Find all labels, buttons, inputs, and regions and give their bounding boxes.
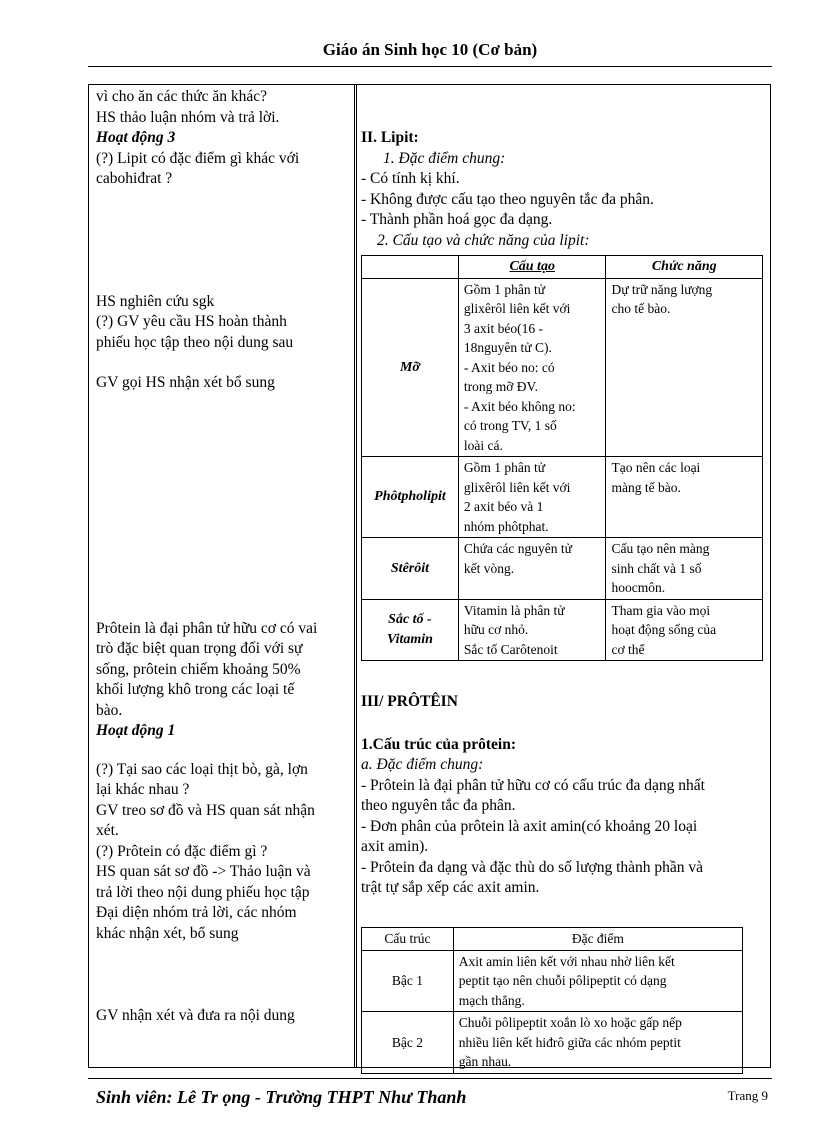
protein-point: - Đơn phân của prôtein là axit amin(có khoảng 20 loại [361, 817, 698, 835]
left-block5-line: trò đặc biệt quan trọng đối với sự [96, 640, 303, 657]
cell-line: sinh chất và 1 số [611, 560, 702, 576]
protein-heading: III/ PRÔTÊIN [361, 693, 458, 710]
cell-line: Chuỗi pôlipeptit xoắn lò xo hoặc gấp nếp [458, 1015, 682, 1030]
cell-line: 2 axit béo và 1 [463, 499, 544, 514]
protein-point: trật tự sắp xếp các axit amin. [361, 879, 540, 896]
left-block5-line: Prôtein là đại phân tử hữu cơ có vai [96, 619, 318, 637]
lipit-subheading-1: 1. Đặc điểm chung: [383, 149, 506, 167]
cell-line: Tham gia vào mọi [611, 602, 711, 618]
left-block6-line: GV treo sơ đồ và HS quan sát nhận [96, 801, 315, 819]
cell-line: Chứa các nguyên tử [463, 541, 572, 556]
lipit-structure [458, 599, 606, 661]
left-block3-line: HS nghiên cứu sgk [96, 292, 215, 310]
lipit-structure [458, 457, 606, 538]
protein-section [361, 692, 766, 899]
cell-line: hữu cơ nhỏ. [463, 622, 529, 637]
cell-line: nhóm phôtphat. [463, 518, 549, 534]
lipit-type: Stêrôit [362, 538, 459, 600]
protein-subheading: 1.Cấu trúc của prôtein: [361, 735, 516, 753]
cell-line: cho tế bào. [611, 301, 671, 316]
left-block6-line: (?) Tại sao các loại thịt bò, gà, lợn [96, 760, 308, 778]
left-block2-line: (?) Lipit có đặc điểm gì khác với [96, 149, 300, 167]
page-number: Trang 9 [727, 1088, 768, 1103]
left-block5-line: bào. [96, 701, 123, 719]
cell-line: Gồm 1 phân tử [463, 281, 546, 297]
table-header-cell: Đặc điểm [453, 928, 742, 951]
left-block6-line: khác nhận xét, bổ sung [96, 924, 239, 942]
lipit-point: - Có tính kị khí. [361, 170, 460, 187]
table-header-row [362, 928, 743, 951]
left-block7-line: GV nhận xét và đưa ra nội dung [96, 1007, 295, 1024]
cell-line: hoocmôn. [611, 580, 666, 595]
lipit-point: - Thành phần hoá gọc đa dạng. [361, 211, 553, 228]
lipit-structure [458, 278, 606, 457]
cell-line: mạch thẳng. [458, 992, 525, 1008]
cell-line: Dự trữ năng lượng [611, 281, 713, 297]
protein-subheading-a: a. Đặc điểm chung: [361, 756, 484, 773]
left-block6-line: lại khác nhau ? [96, 781, 190, 798]
lipit-function [606, 599, 763, 661]
table-row [362, 457, 763, 538]
table-row [362, 1012, 743, 1074]
right-column [361, 87, 766, 251]
left-block6-line: (?) Prôtein có đặc điểm gì ? [96, 842, 268, 860]
left-block1-line: HS thảo luận nhóm và trả lời. [96, 108, 280, 126]
lipit-type: Phôtpholipit [362, 457, 459, 538]
lipit-type: Sắc tố - Vitamin [362, 599, 459, 661]
cell-line: peptit tạo nên chuỗi pôlipeptit có dạng [458, 973, 667, 988]
protein-point: axit amin). [361, 838, 429, 855]
cell-line: gần nhau. [458, 1054, 512, 1069]
table-header-row [362, 256, 763, 279]
footer-author: Sinh viên: Lê Tr ọng - Trường THPT Như Thanh [96, 1087, 467, 1107]
cell-line: Axit amin liên kết với nhau nhờ liên kết [458, 953, 675, 969]
cell-line: màng tế bào. [611, 479, 681, 495]
cell-line: Sắc tố Carôtenoit [463, 641, 558, 657]
cell-line: Tạo nên các loại [611, 460, 701, 475]
left-block6-line: Đại diện nhóm trả lời, các nhóm [96, 904, 297, 921]
footer-rule [88, 1078, 772, 1079]
structure-level: Bậc 1 [362, 950, 454, 1012]
page-header-title: Giáo án Sinh học 10 (Cơ bản) [322, 40, 538, 59]
structure-feature [453, 1012, 742, 1074]
lipit-function [606, 538, 763, 600]
cell-line: có trong TV, 1 số [463, 418, 557, 433]
left-block3-line: phiếu học tập theo nội dung sau [96, 333, 294, 351]
cell-line: Cấu tạo nên màng [611, 541, 710, 556]
left-block5-line: khối lượng khô trong các loại tế [96, 681, 295, 698]
cell-line: nhiều liên kết hiđrô giữa các nhóm peptit [458, 1034, 681, 1050]
cell-line: Vitamin là phân tử [463, 602, 565, 618]
cell-line: glixêrôl liên kết với [463, 479, 571, 495]
table-row [362, 278, 763, 457]
activity3-title: Hoạt động 3 [96, 129, 176, 146]
cell-line: cơ thể [611, 641, 645, 657]
protein-structure-table [361, 927, 743, 1074]
activity1-title: Hoạt động 1 [96, 722, 176, 739]
left-block5-line: sống, prôtein chiếm khoảng 50% [96, 660, 301, 678]
cell-line: - Axit béo no: có [463, 359, 555, 375]
cell-line: hoạt động sống của [611, 622, 717, 637]
left-column [96, 87, 346, 1027]
cell-line: - Axit béo không no: [463, 398, 576, 414]
table-header-cell [362, 256, 459, 279]
lipit-table [361, 255, 763, 661]
cell-line: Gồm 1 phân tử [463, 460, 546, 475]
protein-point: - Prôtein đa dạng và đặc thù do số lượng thành phần và [361, 858, 704, 876]
protein-point: theo nguyên tắc đa phân. [361, 797, 516, 814]
lipit-function [606, 278, 763, 457]
cell-line: loài cá. [463, 437, 503, 453]
left-block4-line: GV gọi HS nhận xét bổ sung [96, 374, 275, 391]
cell-line: kết vòng. [463, 560, 515, 576]
lipit-subheading-2: 2. Cấu tạo và chức năng của lipit: [377, 231, 590, 249]
lipit-type: Mỡ [362, 278, 459, 457]
header-rule [88, 66, 772, 67]
cell-line: trong mỡ ĐV. [463, 379, 538, 394]
left-block3-line: (?) GV yêu cầu HS hoàn thành [96, 313, 287, 330]
table-header-cell: Chức năng [606, 256, 763, 279]
structure-level: Bậc 2 [362, 1012, 454, 1074]
table-row [362, 950, 743, 1012]
lipit-point: - Không được cấu tạo theo nguyên tắc đa phân. [361, 190, 654, 208]
left-block2-line: cabohiđrat ? [96, 170, 173, 187]
left-block1-line: vì cho ăn các thức ăn khác? [96, 88, 268, 105]
left-block6-line: xét. [96, 822, 119, 839]
left-block6-line: HS quan sát sơ đồ -> Thảo luận và [96, 863, 311, 880]
cell-line: 18nguyên tử C). [463, 340, 552, 355]
lipit-structure [458, 538, 606, 600]
structure-feature [453, 950, 742, 1012]
lipit-heading: II. Lipit: [361, 129, 419, 146]
left-block6-line: trả lời theo nội dung phiếu học tập [96, 883, 310, 901]
table-header-cell: Cấu tạo [458, 256, 606, 279]
table-header-cell: Cấu trúc [362, 928, 454, 951]
column-separator [354, 84, 357, 1068]
table-row [362, 538, 763, 600]
table-row [362, 599, 763, 661]
cell-line: glixêrôl liên kết với [463, 301, 571, 316]
cell-line: 3 axit béo(16 - [463, 320, 544, 336]
protein-point: - Prôtein là đại phân tử hữu cơ có cấu trúc đa dạng nhất [361, 776, 705, 794]
lipit-function [606, 457, 763, 538]
